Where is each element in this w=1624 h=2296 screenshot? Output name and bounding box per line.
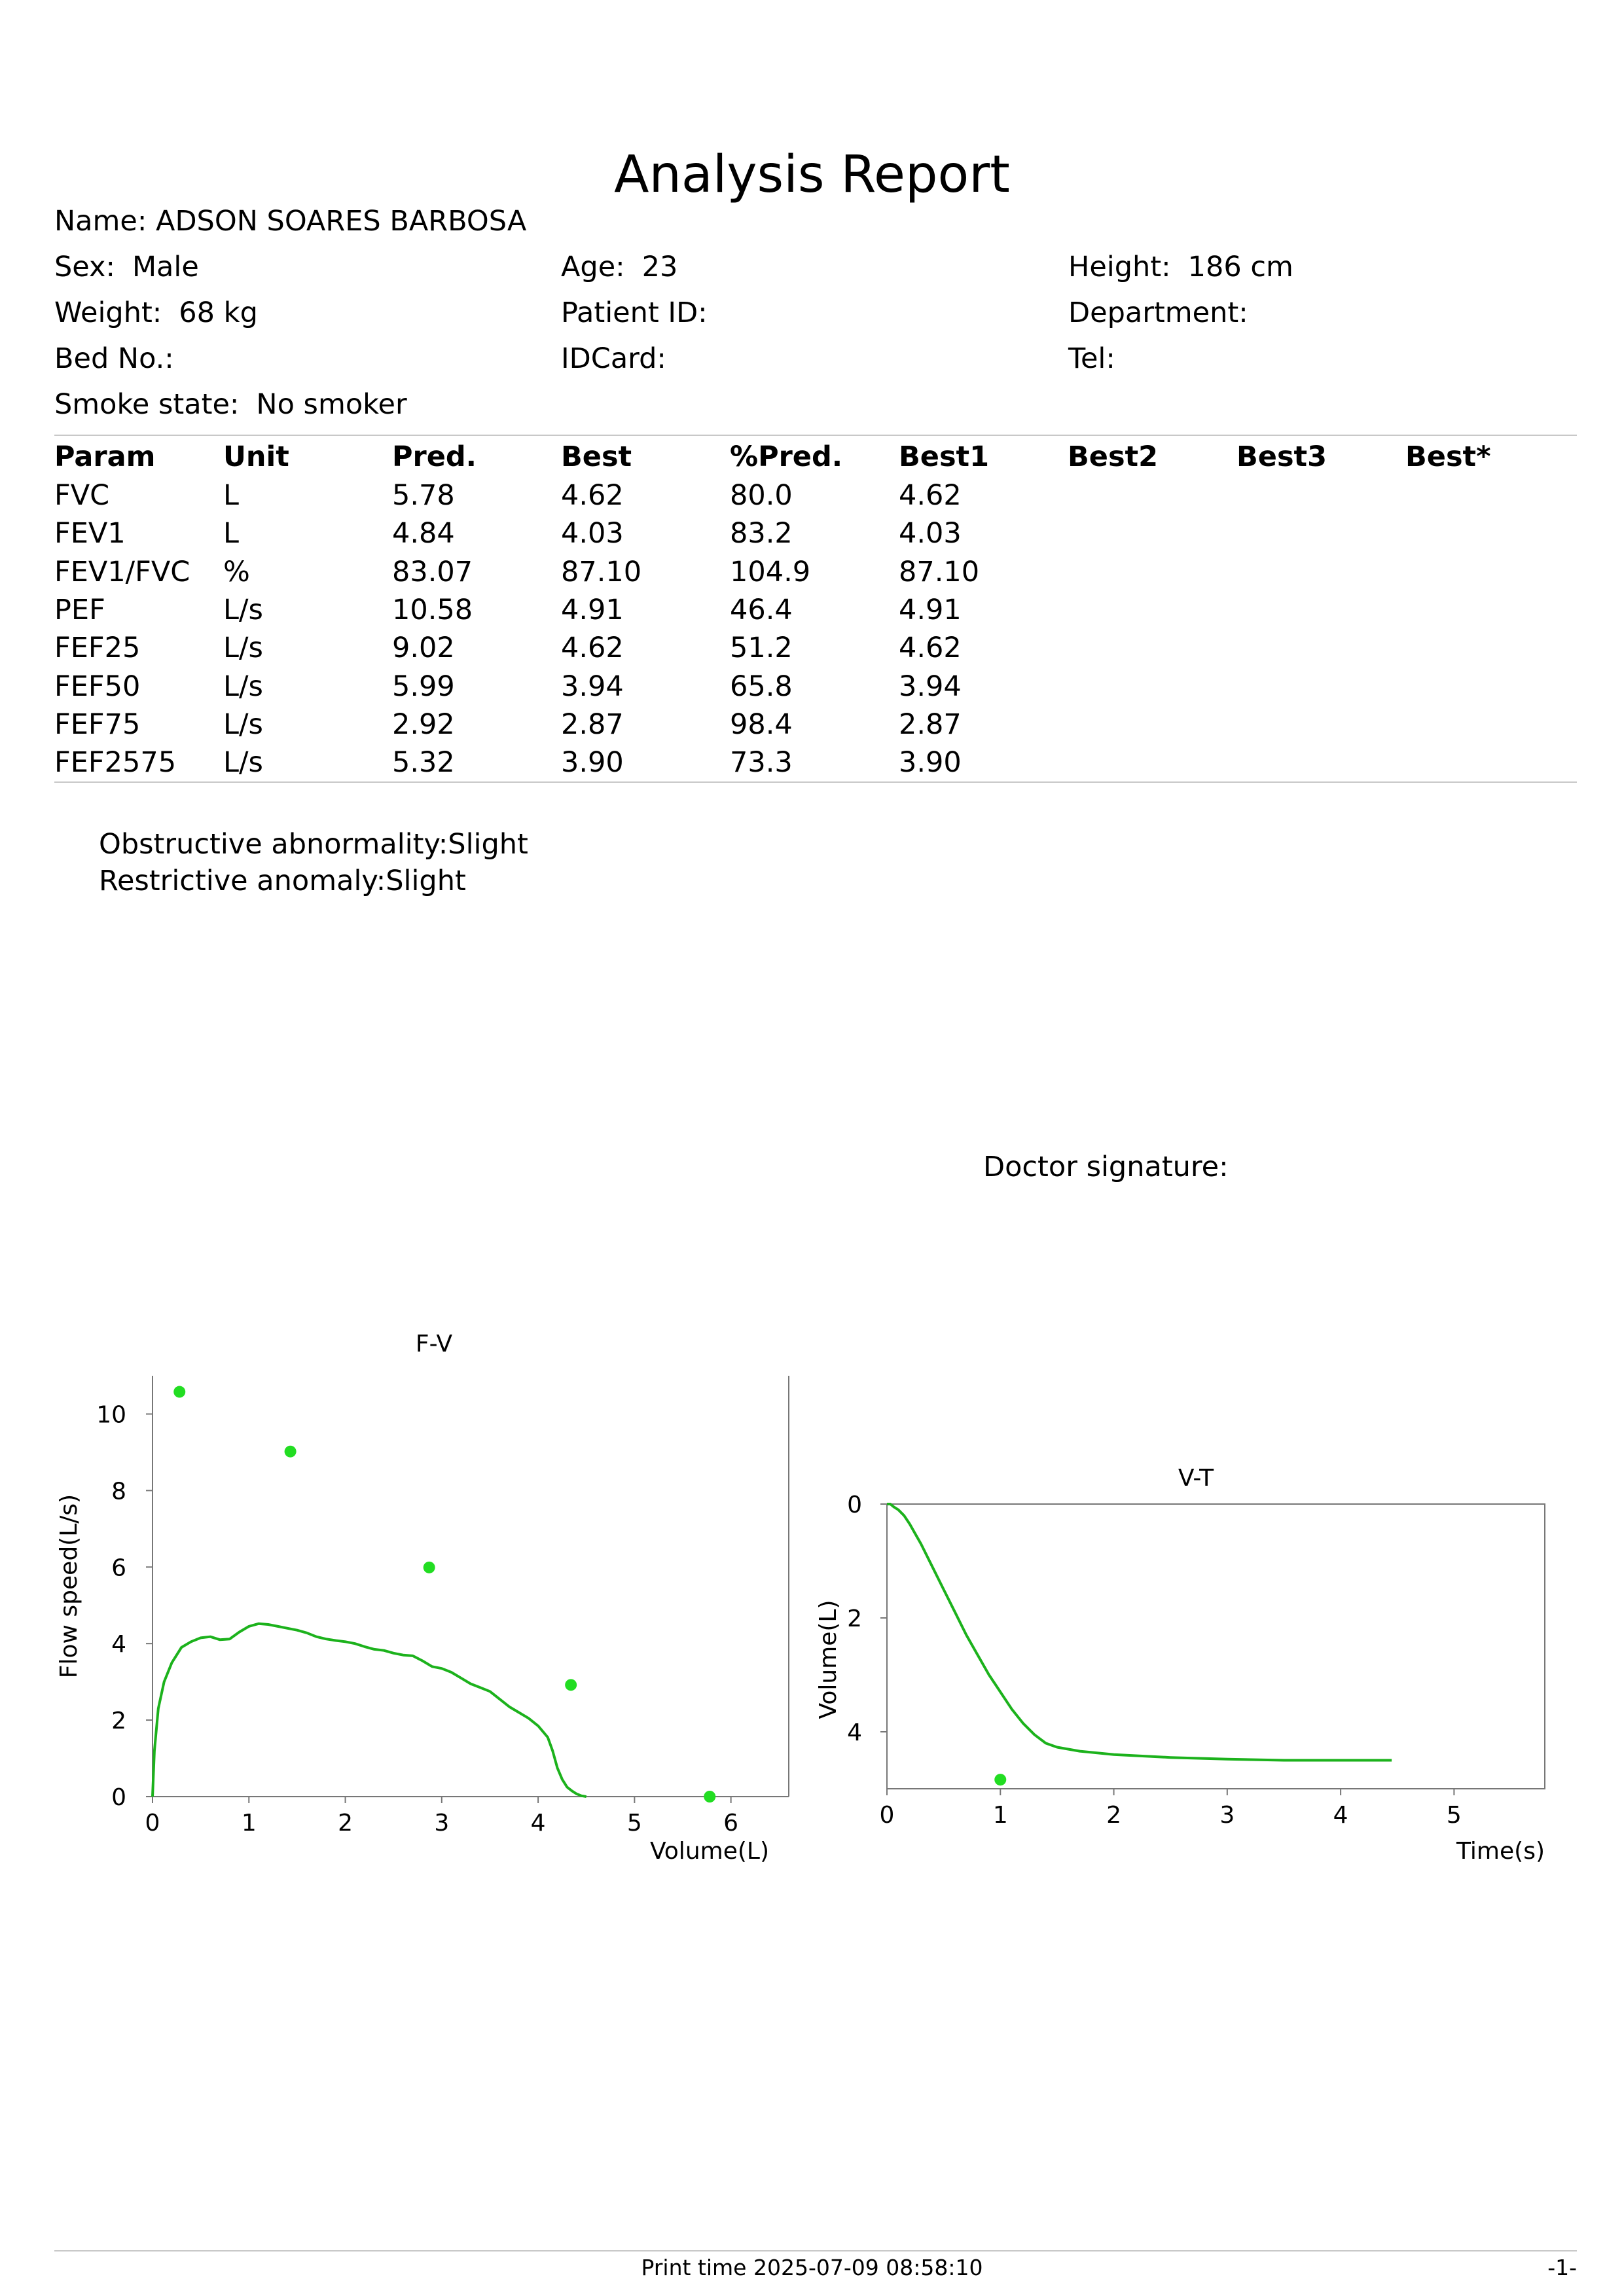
vt-y-tick-label: 2: [847, 1605, 862, 1632]
cell-best3: [1236, 667, 1405, 705]
cell-best1: 87.10: [899, 555, 980, 588]
cell-param: FEF75: [54, 708, 141, 741]
cell-pred: 9.02: [392, 632, 455, 665]
cell-param: FEV1/FVC: [54, 555, 190, 588]
weight-label: Weight:: [54, 296, 162, 329]
vt-predicted-point: [994, 1774, 1006, 1785]
height-value: 186 cm: [1187, 251, 1293, 283]
interpretation-obstructive: Obstructive abnormality:Slight: [99, 828, 528, 861]
vt-x-tick-label: 4: [1333, 1802, 1348, 1829]
smoke-field: [54, 388, 407, 421]
patient-id-field: [561, 296, 708, 329]
weight-value: 68 kg: [179, 296, 258, 329]
table-row: [54, 629, 1574, 667]
fv-x-tick-label: 0: [145, 1810, 160, 1837]
cell-unit: L/s: [223, 746, 263, 780]
fv-y-tick-label: 2: [111, 1708, 126, 1735]
cell-best3: [1236, 706, 1405, 744]
height-field: [1068, 251, 1293, 283]
fv-x-tick-label: 6: [723, 1810, 739, 1837]
table-header-row: [54, 437, 1574, 476]
cell-best: 4.03: [561, 517, 624, 550]
cell-pred: 10.58: [392, 594, 473, 627]
name-label: Name:: [54, 205, 147, 238]
cell-best-star: [1405, 553, 1574, 591]
vt-chart-title: V-T: [1178, 1465, 1214, 1492]
cell-best2: [1068, 744, 1236, 781]
smoke-label: Smoke state:: [54, 388, 240, 421]
fv-y-tick-label: 4: [111, 1631, 126, 1659]
cell-pred: 5.78: [392, 479, 455, 512]
vt-y-tick-label: 4: [847, 1719, 862, 1746]
header-unit: Unit: [223, 440, 289, 473]
vt-x-tick-label: 2: [1106, 1802, 1122, 1829]
idcard-label: IDCard:: [561, 342, 666, 375]
cell-param: FEF2575: [54, 746, 177, 780]
fv-x-tick-label: 3: [434, 1810, 450, 1837]
header-best: Best: [561, 440, 632, 473]
cell-best: 3.94: [561, 670, 624, 703]
cell-pct-pred: 98.4: [730, 708, 793, 741]
table-row: [54, 591, 1574, 629]
patient-id-label: Patient ID:: [561, 296, 708, 329]
fv-y-axis-label: Flow speed(L/s): [56, 1494, 82, 1679]
cell-best1: 4.62: [899, 632, 962, 665]
fv-y-tick-label: 0: [111, 1784, 126, 1811]
vt-y-tick-label: 0: [847, 1492, 862, 1518]
fv-predicted-point: [565, 1679, 577, 1691]
cell-best1: 3.94: [899, 670, 962, 703]
cell-pct-pred: 80.0: [730, 479, 793, 512]
header-best2: Best2: [1068, 440, 1159, 473]
cell-pred: 5.32: [392, 746, 455, 780]
vt-x-tick-label: 1: [992, 1802, 1008, 1829]
fv-chart: [39, 1316, 812, 1885]
vt-chart: [772, 1446, 1571, 1885]
table-row: [54, 706, 1574, 744]
cell-param: FEV1: [54, 517, 126, 550]
fv-predicted-point: [704, 1791, 715, 1803]
cell-unit: L/s: [223, 708, 263, 741]
cell-best: 4.62: [561, 479, 624, 512]
department-field: [1068, 296, 1248, 329]
cell-best3: [1236, 514, 1405, 552]
age-value: 23: [641, 251, 678, 283]
spirometry-table: [54, 437, 1574, 781]
cell-best-star: [1405, 591, 1574, 629]
fv-predicted-point: [173, 1386, 185, 1398]
fv-y-tick-label: 10: [96, 1401, 126, 1429]
fv-x-tick-label: 4: [530, 1810, 546, 1837]
cell-unit: L/s: [223, 632, 263, 665]
bed-label: Bed No.:: [54, 342, 174, 375]
cell-best: 3.90: [561, 746, 624, 780]
cell-param: FEF50: [54, 670, 141, 703]
cell-pct-pred: 104.9: [730, 555, 811, 588]
cell-unit: %: [223, 555, 250, 588]
name-value: ADSON SOARES BARBOSA: [156, 205, 527, 238]
fv-chart-title: F-V: [415, 1331, 453, 1357]
cell-best2: [1068, 514, 1236, 552]
cell-param: PEF: [54, 594, 105, 627]
cell-best1: 4.62: [899, 479, 962, 512]
table-bottom-divider: [54, 781, 1577, 783]
idcard-field: [561, 342, 666, 375]
cell-unit: L: [223, 479, 239, 512]
fv-predicted-point: [424, 1562, 435, 1573]
cell-best-star: [1405, 476, 1574, 514]
tel-field: [1068, 342, 1115, 375]
cell-pct-pred: 83.2: [730, 517, 793, 550]
fv-flow-volume-curve: [153, 1624, 586, 1797]
cell-best2: [1068, 591, 1236, 629]
header-best1: Best1: [899, 440, 990, 473]
table-row: [54, 553, 1574, 591]
table-row: [54, 476, 1574, 514]
age-label: Age:: [561, 251, 625, 283]
table-row: [54, 667, 1574, 705]
cell-best2: [1068, 667, 1236, 705]
fv-x-tick-label: 2: [338, 1810, 353, 1837]
smoke-value: No smoker: [256, 388, 407, 421]
weight-field: [54, 296, 258, 329]
cell-best: 87.10: [561, 555, 642, 588]
cell-best3: [1236, 591, 1405, 629]
cell-best3: [1236, 744, 1405, 781]
cell-best2: [1068, 553, 1236, 591]
print-time: Print time 2025-07-09 08:58:10: [641, 2255, 983, 2280]
fv-predicted-point: [285, 1446, 297, 1458]
cell-best3: [1236, 553, 1405, 591]
cell-best-star: [1405, 667, 1574, 705]
cell-best2: [1068, 629, 1236, 667]
cell-best-star: [1405, 514, 1574, 552]
bed-field: [54, 342, 174, 375]
cell-best: 2.87: [561, 708, 624, 741]
sex-label: Sex:: [54, 251, 115, 283]
cell-best1: 4.03: [899, 517, 962, 550]
cell-pred: 4.84: [392, 517, 455, 550]
cell-pct-pred: 65.8: [730, 670, 793, 703]
cell-best-star: [1405, 744, 1574, 781]
age-field: [561, 251, 677, 283]
report-title: Analysis Report: [614, 145, 1010, 204]
header-pred: Pred.: [392, 440, 477, 473]
header-best-star: Best*: [1405, 440, 1491, 473]
header-param: Param: [54, 440, 156, 473]
table-row: [54, 744, 1574, 781]
fv-x-tick-label: 1: [241, 1810, 257, 1837]
page-number: -1-: [1547, 2255, 1577, 2280]
cell-best2: [1068, 706, 1236, 744]
cell-best3: [1236, 629, 1405, 667]
patient-name: [54, 205, 526, 238]
cell-pred: 83.07: [392, 555, 473, 588]
fv-y-tick-label: 8: [111, 1478, 126, 1505]
table-row: [54, 514, 1574, 552]
footer-divider: [54, 2250, 1577, 2251]
cell-unit: L/s: [223, 594, 263, 627]
cell-best3: [1236, 476, 1405, 514]
cell-pct-pred: 51.2: [730, 632, 793, 665]
header-pct-pred: %Pred.: [730, 440, 843, 473]
fv-x-tick-label: 5: [626, 1810, 642, 1837]
cell-unit: L/s: [223, 670, 263, 703]
vt-x-tick-label: 3: [1219, 1802, 1235, 1829]
cell-pct-pred: 46.4: [730, 594, 793, 627]
cell-best: 4.91: [561, 594, 624, 627]
department-label: Department:: [1068, 296, 1248, 329]
cell-unit: L: [223, 517, 239, 550]
cell-param: FVC: [54, 479, 110, 512]
fv-y-tick-label: 6: [111, 1554, 126, 1582]
vt-x-tick-label: 5: [1446, 1802, 1462, 1829]
cell-best-star: [1405, 629, 1574, 667]
vt-x-tick-label: 0: [879, 1802, 895, 1829]
cell-pred: 5.99: [392, 670, 455, 703]
vt-plot-frame: [887, 1504, 1545, 1789]
interpretation-restrictive: Restrictive anomaly:Slight: [99, 865, 466, 897]
cell-pct-pred: 73.3: [730, 746, 793, 780]
interpretation: [99, 826, 528, 899]
sex-field: [54, 251, 199, 283]
cell-best2: [1068, 476, 1236, 514]
table-top-divider: [54, 435, 1577, 436]
vt-x-axis-label: Time(s): [1456, 1838, 1545, 1865]
cell-param: FEF25: [54, 632, 141, 665]
header-best3: Best3: [1236, 440, 1327, 473]
cell-best: 4.62: [561, 632, 624, 665]
cell-best1: 4.91: [899, 594, 962, 627]
doctor-signature-label: Doctor signature:: [983, 1151, 1229, 1183]
tel-label: Tel:: [1068, 342, 1115, 375]
vt-volume-time-curve: [887, 1504, 1392, 1761]
cell-best-star: [1405, 706, 1574, 744]
fv-x-axis-label: Volume(L): [649, 1838, 769, 1865]
vt-y-axis-label: Volume(L): [815, 1600, 842, 1719]
sex-value: Male: [132, 251, 199, 283]
height-label: Height:: [1068, 251, 1171, 283]
cell-best1: 2.87: [899, 708, 962, 741]
cell-best1: 3.90: [899, 746, 962, 780]
cell-pred: 2.92: [392, 708, 455, 741]
